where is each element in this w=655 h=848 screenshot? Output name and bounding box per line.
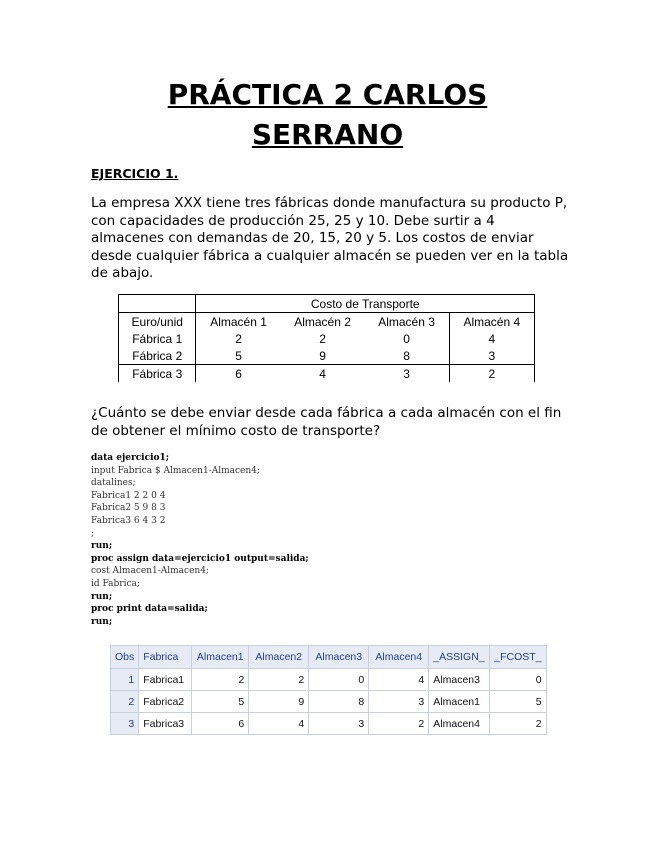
code-line: Fabrica3 6 4 3 2 xyxy=(91,515,166,526)
table-row xyxy=(111,713,547,735)
cost-row-label: Fábrica 2 xyxy=(119,347,196,365)
document-title-line1: PRÁCTICA 2 CARLOS xyxy=(167,78,488,111)
cost-cell: 2 xyxy=(319,331,326,346)
output-header: Almacen4 xyxy=(369,646,429,669)
output-cell: Fabrica2 xyxy=(139,691,192,713)
sas-output-table xyxy=(110,645,547,735)
code-line: run; xyxy=(91,616,113,627)
code-line: id Fabrica; xyxy=(91,578,140,589)
cost-cell: 3 xyxy=(449,347,534,365)
output-cell: 2 xyxy=(490,713,546,735)
section-heading: EJERCICIO 1. xyxy=(91,166,179,181)
output-header: Fabrica xyxy=(139,646,192,669)
cost-table-blank xyxy=(119,295,196,313)
table-row xyxy=(111,691,547,713)
output-cell: 2 xyxy=(192,669,249,691)
cost-col-header: Almacén 1 xyxy=(210,314,267,329)
cost-cell: 9 xyxy=(319,348,326,363)
cost-table-image xyxy=(118,294,538,386)
output-cell: Almacen1 xyxy=(429,691,490,713)
cost-cell: 8 xyxy=(364,347,449,365)
code-line: run; xyxy=(91,541,113,552)
output-cell: 8 xyxy=(309,691,369,713)
output-header: Almacen2 xyxy=(249,646,309,669)
code-line: datalines; xyxy=(91,478,136,489)
output-cell: 3 xyxy=(111,713,139,735)
output-cell: 2 xyxy=(111,691,139,713)
question-text: ¿Cuánto se debe enviar desde cada fábrica a cada almacén con el fin de obtener el mínimo costo de transporte? xyxy=(91,405,562,439)
cost-cell: 4 xyxy=(449,330,534,347)
code-line: proc assign data=ejercicio1 output=salida; xyxy=(91,553,309,564)
cost-col-header: Almacén 2 xyxy=(294,314,351,329)
cost-cell: 2 xyxy=(449,365,534,383)
sas-code-block xyxy=(91,452,309,628)
output-cell: 4 xyxy=(249,713,309,735)
code-line: cost Almacen1-Almacen4; xyxy=(91,566,209,577)
output-cell: 4 xyxy=(369,669,429,691)
cost-row-label: Fábrica 3 xyxy=(119,365,196,383)
code-line: ; xyxy=(91,528,95,539)
output-cell: 0 xyxy=(309,669,369,691)
output-cell: 6 xyxy=(192,713,249,735)
cost-cell: 4 xyxy=(281,365,365,383)
output-header: Obs xyxy=(111,646,139,669)
output-cell: Fabrica3 xyxy=(139,713,192,735)
cost-row-label: Fábrica 1 xyxy=(119,330,196,347)
cost-table-corner: Euro/unid xyxy=(119,313,196,331)
output-header: _ASSIGN_ xyxy=(429,646,490,669)
code-line: input Fabrica $ Almacen1-Almacen4; xyxy=(91,465,260,476)
cost-table-caption: Costo de Transporte xyxy=(196,295,535,313)
output-header: Almacen1 xyxy=(192,646,249,669)
code-line: Fabrica1 2 2 0 4 xyxy=(91,490,166,501)
cost-cell: 0 xyxy=(364,330,449,347)
document-title-line2: SERRANO xyxy=(251,118,404,151)
code-line: run; xyxy=(91,591,113,602)
output-cell: 5 xyxy=(192,691,249,713)
cost-col-header: Almacén 3 xyxy=(364,313,449,331)
cost-cell: 3 xyxy=(364,365,449,383)
output-cell: 2 xyxy=(249,669,309,691)
output-cell: 3 xyxy=(369,691,429,713)
output-cell: 5 xyxy=(490,691,546,713)
output-cell: Almacen3 xyxy=(429,669,490,691)
cost-cell: 2 xyxy=(235,331,242,346)
cost-table xyxy=(118,294,535,382)
output-cell: Fabrica1 xyxy=(139,669,192,691)
table-row xyxy=(111,669,547,691)
cost-cell: 5 xyxy=(235,348,242,363)
cost-cell: 6 xyxy=(196,365,281,383)
output-cell: 9 xyxy=(249,691,309,713)
output-cell: 2 xyxy=(369,713,429,735)
output-cell: 3 xyxy=(309,713,369,735)
output-cell: Almacen4 xyxy=(429,713,490,735)
code-line: data ejercicio1; xyxy=(91,453,170,463)
output-header: _FCOST_ xyxy=(490,646,546,669)
output-cell: 0 xyxy=(490,669,546,691)
cost-col-header: Almacén 4 xyxy=(449,313,534,331)
output-cell: 1 xyxy=(111,669,139,691)
problem-statement: La empresa XXX tiene tres fábricas donde manufactura su producto P, con capacidades de producción 25, 25 y 10. Debe surtir a 4 almacenes con demandas de 20, 15, 20 y 5. Los costos de enviar desde cualquier fábrica a cualquier almacén se pueden ver en la tabla de abajo. xyxy=(91,195,569,281)
code-line: Fabrica2 5 9 8 3 xyxy=(91,503,166,514)
output-header: Almacen3 xyxy=(309,646,369,669)
code-line: proc print data=salida; xyxy=(91,604,208,615)
